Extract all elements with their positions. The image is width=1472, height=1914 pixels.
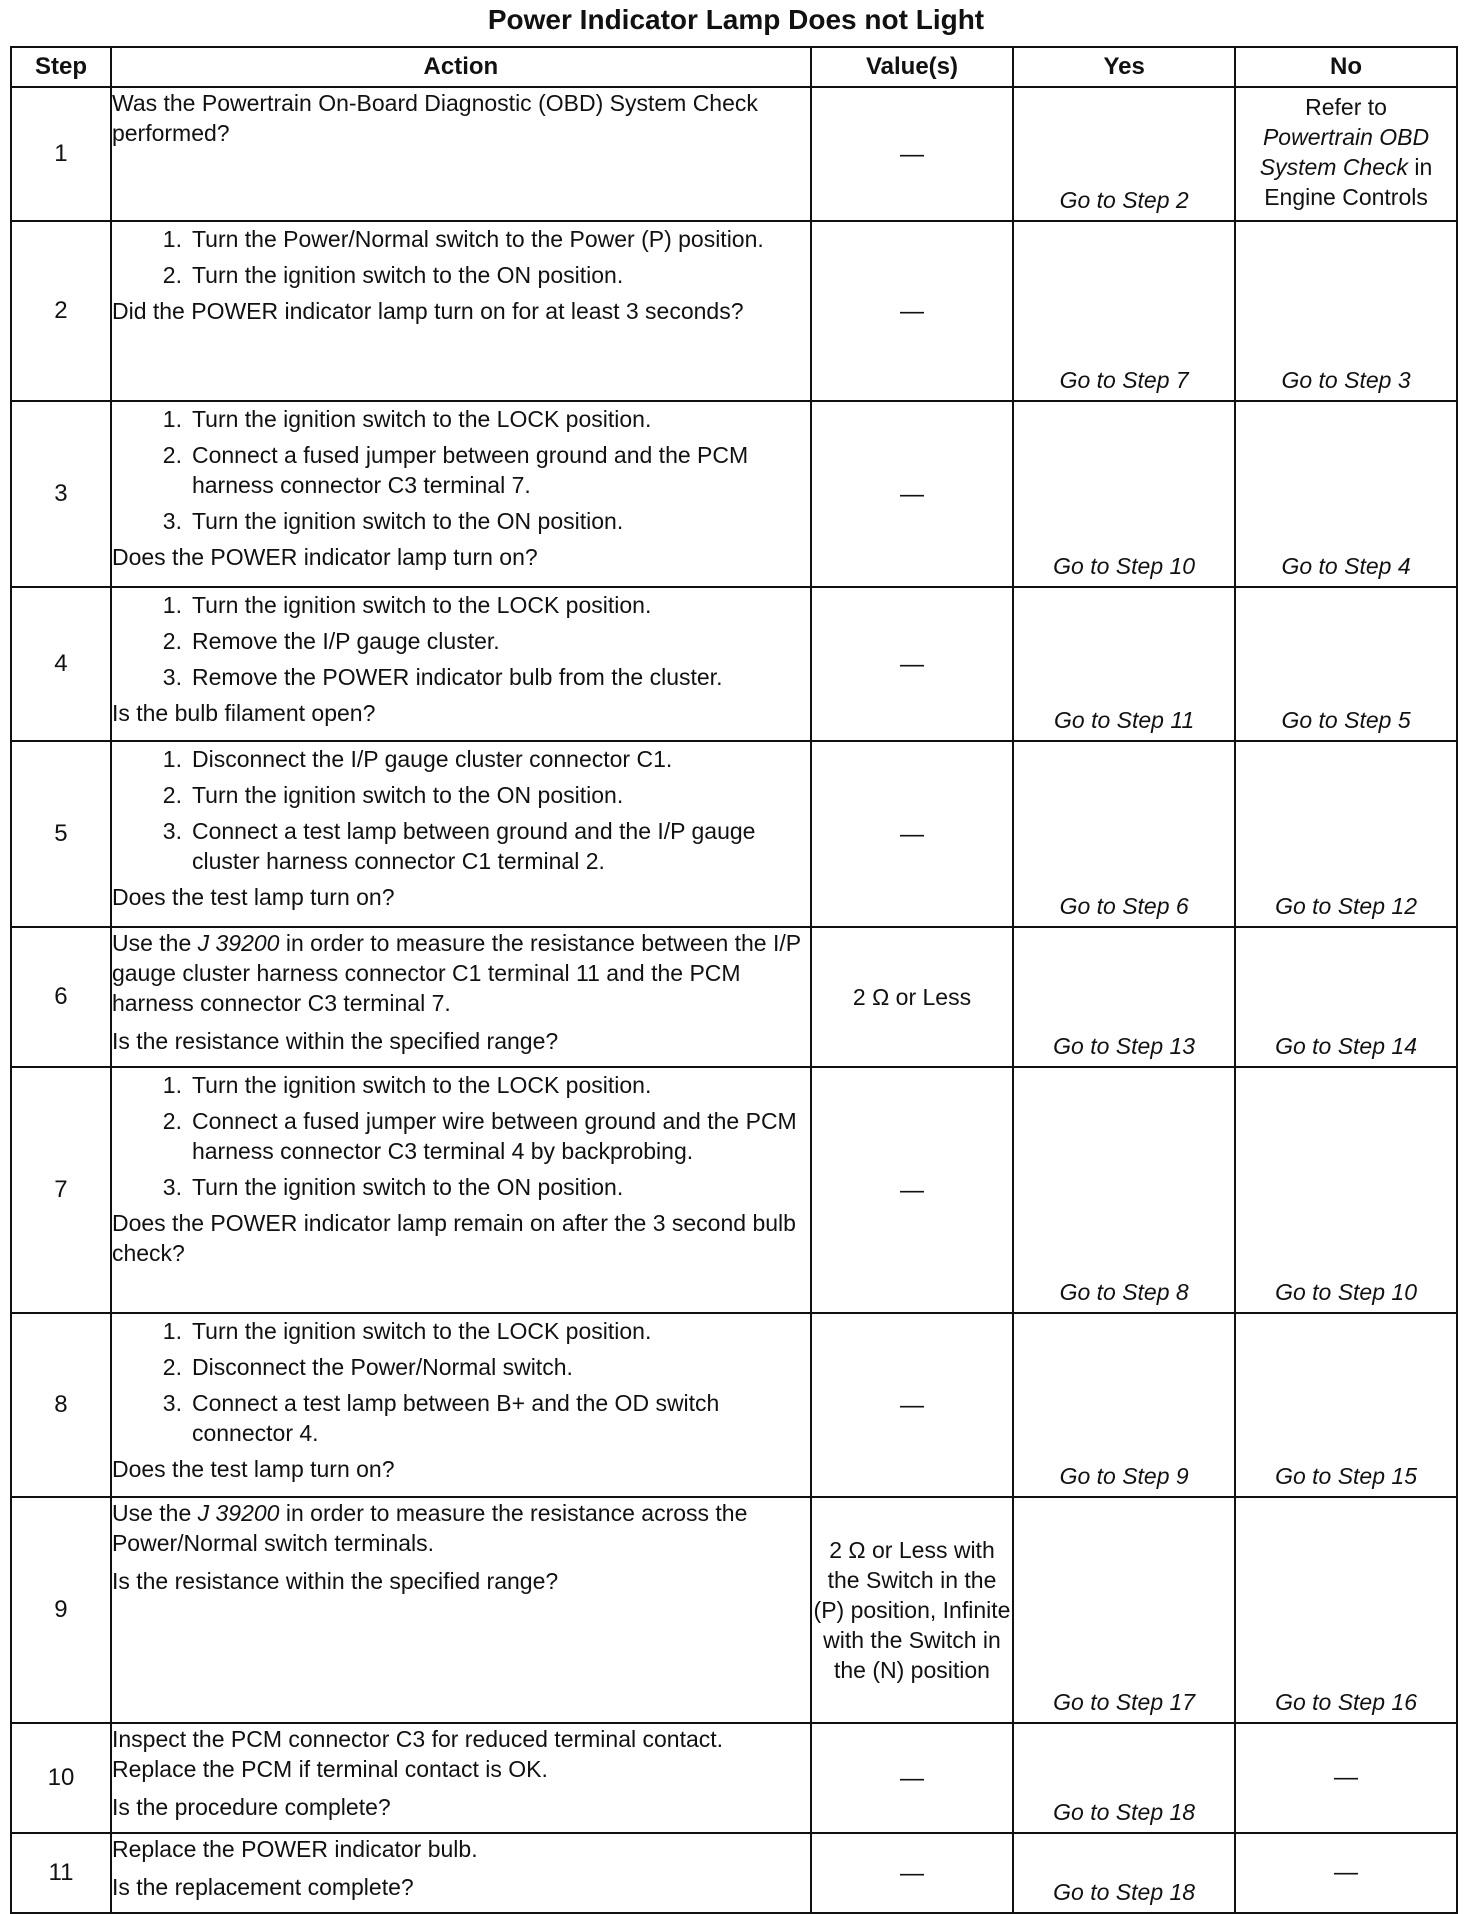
yes-cell xyxy=(1013,221,1235,401)
step-number: 3 xyxy=(11,401,111,587)
sub-step: 1. Turn the Power/Normal switch to the Power (P) position. xyxy=(162,226,764,252)
header-yes: Yes xyxy=(1013,47,1235,87)
page-title: Power Indicator Lamp Does not Light xyxy=(487,4,985,35)
sub-step: 2. Connect a fused jumper wire between ground and the PCM harness connector C3 terminal 4 by backprobing. xyxy=(162,1108,797,1164)
step-number: 1 xyxy=(11,87,111,221)
sub-step: 3. Remove the POWER indicator bulb from the cluster. xyxy=(162,664,723,690)
value-cell xyxy=(811,1833,1013,1913)
action-cell xyxy=(111,741,811,927)
value-cell xyxy=(811,1313,1013,1497)
table-row xyxy=(11,87,1457,221)
sub-step: 3. Turn the ignition switch to the ON position. xyxy=(162,1174,624,1200)
table-row xyxy=(11,587,1457,741)
yes-cell xyxy=(1013,1497,1235,1723)
no-cell xyxy=(1235,401,1457,587)
value-text: 2 Ω or Less xyxy=(852,984,972,1010)
value-cell xyxy=(811,927,1013,1067)
tool-name: J 39200 xyxy=(197,1500,280,1526)
action-question: Is the bulb filament open? xyxy=(111,700,376,726)
yes-goto: Go to Step 13 xyxy=(1053,1033,1196,1059)
sub-step: 2. Disconnect the Power/Normal switch. xyxy=(162,1354,573,1380)
yes-goto: Go to Step 9 xyxy=(1059,1463,1189,1489)
action-question: Is the procedure complete? xyxy=(111,1794,391,1820)
action-cell xyxy=(111,1497,811,1723)
sub-step: 1. Turn the ignition switch to the LOCK position. xyxy=(162,1072,652,1098)
action-cell xyxy=(111,401,811,587)
no-cell xyxy=(1235,1067,1457,1313)
action-cell xyxy=(111,927,811,1067)
no-goto: Go to Step 5 xyxy=(1281,707,1411,733)
step-number: 6 xyxy=(11,927,111,1067)
no-cell xyxy=(1235,927,1457,1067)
sub-step: 2. Turn the ignition switch to the ON position. xyxy=(162,262,624,288)
action-cell xyxy=(111,221,811,401)
yes-cell xyxy=(1013,87,1235,221)
refer-line-3-italic: System Check xyxy=(1259,154,1409,180)
action-text: Replace the POWER indicator bulb. xyxy=(111,1836,478,1862)
yes-goto: Go to Step 18 xyxy=(1053,1879,1196,1905)
no-refer xyxy=(1236,92,1456,212)
action-text: Inspect the PCM connector C3 for reduced terminal contact. Replace the PCM if terminal contact is OK. xyxy=(111,1726,724,1782)
action-question: Is the replacement complete? xyxy=(111,1874,414,1900)
action-question: Did the POWER indicator lamp turn on for at least 3 seconds? xyxy=(111,298,744,324)
value-cell xyxy=(811,221,1013,401)
table-row xyxy=(11,1067,1457,1313)
value-text: — xyxy=(899,480,924,508)
value-cell xyxy=(811,587,1013,741)
no-goto: Go to Step 15 xyxy=(1275,1463,1417,1489)
value-text: — xyxy=(899,297,924,325)
step-number: 8 xyxy=(11,1313,111,1497)
action-cell xyxy=(111,587,811,741)
yes-goto: Go to Step 10 xyxy=(1053,553,1196,579)
sub-step: 2. Remove the I/P gauge cluster. xyxy=(162,628,500,654)
table-row xyxy=(11,221,1457,401)
yes-cell xyxy=(1013,927,1235,1067)
sub-step: 1. Disconnect the I/P gauge cluster connector C1. xyxy=(162,746,673,772)
table-row xyxy=(11,1313,1457,1497)
value-text: — xyxy=(899,1176,924,1204)
value-cell xyxy=(811,741,1013,927)
refer-line-3 xyxy=(1236,152,1456,182)
header-action: Action xyxy=(111,47,811,87)
no-cell xyxy=(1235,741,1457,927)
header-no: No xyxy=(1235,47,1457,87)
value-cell xyxy=(811,1497,1013,1723)
no-goto: Go to Step 4 xyxy=(1281,553,1411,579)
value-text: — xyxy=(899,820,924,848)
yes-goto: Go to Step 7 xyxy=(1059,367,1189,393)
table-header-row xyxy=(11,47,1457,87)
step-number: 5 xyxy=(11,741,111,927)
no-goto: Go to Step 16 xyxy=(1275,1689,1417,1715)
sub-step: 1. Turn the ignition switch to the LOCK position. xyxy=(162,592,652,618)
action-cell xyxy=(111,87,811,221)
no-goto: Go to Step 3 xyxy=(1281,367,1411,393)
value-text: — xyxy=(899,1391,924,1419)
sub-step: 2. Turn the ignition switch to the ON position. xyxy=(162,782,624,808)
yes-cell xyxy=(1013,741,1235,927)
step-number: 4 xyxy=(11,587,111,741)
no-goto: Go to Step 14 xyxy=(1275,1033,1417,1059)
no-dash: — xyxy=(1334,1859,1359,1886)
no-cell xyxy=(1235,221,1457,401)
value-cell xyxy=(811,87,1013,221)
sub-step: 2. Connect a fused jumper between ground and the PCM harness connector C3 terminal 7. xyxy=(162,442,749,498)
refer-line-1: Refer to xyxy=(1305,94,1387,120)
step-number: 11 xyxy=(11,1833,111,1913)
step-number: 10 xyxy=(11,1723,111,1833)
value-cell xyxy=(811,1723,1013,1833)
action-question: Does the POWER indicator lamp remain on after the 3 second bulb check? xyxy=(111,1210,796,1266)
no-goto: Go to Step 12 xyxy=(1275,893,1417,919)
table-row xyxy=(11,1723,1457,1833)
yes-cell xyxy=(1013,1833,1235,1913)
value-text: — xyxy=(899,1859,924,1887)
step-number: 2 xyxy=(11,221,111,401)
no-cell xyxy=(1235,1723,1457,1833)
refer-line-2: Powertrain OBD xyxy=(1262,124,1430,150)
yes-goto: Go to Step 8 xyxy=(1059,1279,1189,1305)
sub-step: 3. Turn the ignition switch to the ON position. xyxy=(162,508,624,534)
no-goto: Go to Step 10 xyxy=(1275,1279,1417,1305)
no-cell xyxy=(1235,1497,1457,1723)
step-number: 9 xyxy=(11,1497,111,1723)
value-cell xyxy=(811,1067,1013,1313)
yes-goto: Go to Step 17 xyxy=(1053,1689,1196,1715)
yes-goto: Go to Step 6 xyxy=(1059,893,1189,919)
no-dash: — xyxy=(1334,1764,1359,1791)
yes-cell xyxy=(1013,587,1235,741)
refer-line-3-rest: in xyxy=(1408,154,1433,180)
action-question: Does the test lamp turn on? xyxy=(111,1456,395,1482)
yes-cell xyxy=(1013,1067,1235,1313)
table-row xyxy=(11,1497,1457,1723)
no-cell xyxy=(1235,1833,1457,1913)
action-question: Does the POWER indicator lamp turn on? xyxy=(111,544,538,570)
table-row xyxy=(11,1833,1457,1913)
value-text: — xyxy=(899,1764,924,1792)
value-text: 2 Ω or Less with the Switch in the (P) position, Infinite with the Switch in the (N) position xyxy=(813,1537,1011,1683)
yes-cell xyxy=(1013,1313,1235,1497)
value-text: — xyxy=(899,650,924,678)
value-cell xyxy=(811,401,1013,587)
action-question: Is the resistance within the specified range? xyxy=(111,1568,559,1594)
no-cell xyxy=(1235,587,1457,741)
step-number: 7 xyxy=(11,1067,111,1313)
yes-cell xyxy=(1013,1723,1235,1833)
table-row xyxy=(11,401,1457,587)
sub-step: 1. Turn the ignition switch to the LOCK position. xyxy=(162,1318,652,1344)
no-cell xyxy=(1235,1313,1457,1497)
action-cell xyxy=(111,1313,811,1497)
action-question: Does the test lamp turn on? xyxy=(111,884,395,910)
action-cell xyxy=(111,1067,811,1313)
table-row xyxy=(11,741,1457,927)
tool-name: J 39200 xyxy=(197,930,280,956)
yes-goto: Go to Step 11 xyxy=(1054,707,1195,733)
yes-goto: Go to Step 18 xyxy=(1053,1799,1196,1825)
no-cell xyxy=(1235,87,1457,221)
table-row xyxy=(11,927,1457,1067)
sub-step: 1. Turn the ignition switch to the LOCK position. xyxy=(162,406,652,432)
sub-step: 3. Connect a test lamp between ground and the I/P gauge cluster harness connector C1 terminal 2. xyxy=(162,818,756,874)
action-text: Use the J 39200 in order to measure the resistance across the Power/Normal switch terminals. xyxy=(111,1500,748,1556)
action-text: Use the J 39200 in order to measure the resistance between the I/P gauge cluster harness connector C1 terminal 11 and the PCM harness connector C3 terminal 7. xyxy=(111,930,801,1016)
value-text: — xyxy=(899,140,924,168)
action-cell xyxy=(111,1833,811,1913)
action-question: Is the resistance within the specified range? xyxy=(111,1028,559,1054)
action-text: Was the Powertrain On-Board Diagnostic (OBD) System Check performed? xyxy=(111,90,758,146)
header-values: Value(s) xyxy=(811,47,1013,87)
yes-goto: Go to Step 2 xyxy=(1059,187,1189,213)
sub-step: 3. Connect a test lamp between B+ and the OD switch connector 4. xyxy=(162,1390,720,1446)
action-cell xyxy=(111,1723,811,1833)
yes-cell xyxy=(1013,401,1235,587)
refer-line-4: Engine Controls xyxy=(1264,184,1428,210)
diagnostic-table xyxy=(10,46,1458,1914)
header-step: Step xyxy=(11,47,111,87)
